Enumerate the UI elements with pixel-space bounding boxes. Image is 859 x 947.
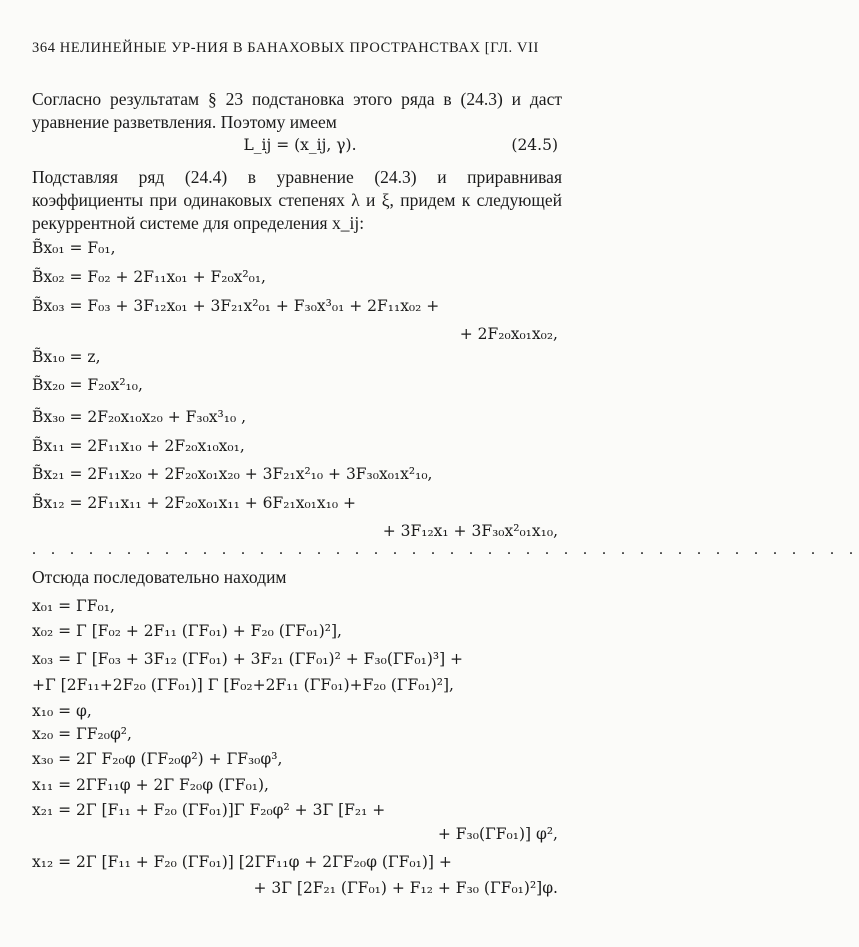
solution-equation: x₁₂ = 2Γ [F₁₁ + F₂₀ (ΓF₀₁)] [2ΓF₁₁φ + 2ΓF₂₀φ (ΓF₀₁)] +	[32, 853, 452, 871]
system-equation: B̃x₂₁ = 2F₁₁x₂₀ + 2F₂₀x₀₁x₂₀ + 3F₂₁x²₁₀ + 3F₃₀x₀₁x²₁₀,	[32, 465, 433, 483]
solution-equation-continuation: + 3Γ [2F₂₁ (ΓF₀₁) + F₁₂ + F₃₀ (ΓF₀₁)²]φ.	[253, 879, 558, 897]
system-equation: B̃x₀₂ = F₀₂ + 2F₁₁x₀₁ + F₂₀x²₀₁,	[32, 268, 266, 286]
system-equation-continuation: + 2F₂₀x₀₁x₀₂,	[459, 325, 558, 343]
formula-24-5: L_ij = (x_ij, γ).	[243, 136, 357, 154]
solution-equation: x₁₀ = φ,	[32, 702, 92, 720]
system-equation: B̃x₁₁ = 2F₁₁x₁₀ + 2F₂₀x₁₀x₀₁,	[32, 437, 245, 455]
solution-equation: x₂₀ = ΓF₂₀φ²,	[32, 725, 132, 743]
solution-equation: x₃₀ = 2Γ F₂₀φ (ΓF₂₀φ²) + ΓF₃₀φ³,	[32, 750, 283, 768]
system-equation: B̃x₃₀ = 2F₂₀x₁₀x₂₀ + F₃₀x³₁₀ ,	[32, 408, 247, 426]
intro-paragraph: Согласно результатам § 23 подстановка этого ряда в (24.3) и даст уравнение разветвления. Поэтому имеем	[32, 89, 562, 132]
paragraph-substitution: Подставляя ряд (24.4) в уравнение (24.3) и приравнивая коэффициенты при одинаковых степенях λ и ξ, придем к следующей рекуррентной системе для определения x_ij:	[32, 167, 562, 233]
ellipsis-row: . . . . . . . . . . . . . . . . . . . . . . . . . . . . . . . . . . . . . . . . . . . .	[32, 541, 859, 558]
solution-equation: x₀₂ = Γ [F₀₂ + 2F₁₁ (ΓF₀₁) + F₂₀ (ΓF₀₁)²],	[32, 622, 342, 640]
running-header: 364 НЕЛИНЕЙНЫЕ УР-НИЯ В БАНАХОВЫХ ПРОСТРАНСТВАХ [ГЛ. VII	[32, 40, 539, 56]
system-equation: B̃x₂₀ = F₂₀x²₁₀,	[32, 376, 143, 394]
equation-number: (24.5)	[511, 136, 558, 154]
solution-equation: x₀₁ = ΓF₀₁,	[32, 597, 115, 615]
system-equation: B̃x₀₁ = F₀₁,	[32, 239, 116, 257]
transition-paragraph: Отсюда последовательно находим	[32, 567, 287, 587]
solution-equation-continuation: + F₃₀(ΓF₀₁)] φ²,	[437, 825, 558, 843]
solution-equation: x₂₁ = 2Γ [F₁₁ + F₂₀ (ΓF₀₁)]Γ F₂₀φ² + 3Γ [F₂₁ +	[32, 801, 386, 819]
system-equation: B̃x₁₂ = 2F₁₁x₁₁ + 2F₂₀x₀₁x₁₁ + 6F₂₁x₀₁x₁₀ +	[32, 494, 356, 512]
system-equation: B̃x₁₀ = z,	[32, 348, 101, 366]
solution-equation: +Γ [2F₁₁+2F₂₀ (ΓF₀₁)] Γ [F₀₂+2F₁₁ (ΓF₀₁)+F₂₀ (ΓF₀₁)²],	[32, 676, 454, 694]
system-equation: B̃x₀₃ = F₀₃ + 3F₁₂x₀₁ + 3F₂₁x²₀₁ + F₃₀x³₀₁ + 2F₁₁x₀₂ +	[32, 297, 440, 315]
system-equation-continuation: + 3F₁₂x₁ + 3F₃₀x²₀₁x₁₀,	[382, 522, 558, 540]
solution-equation: x₀₃ = Γ [F₀₃ + 3F₁₂ (ΓF₀₁) + 3F₂₁ (ΓF₀₁)² + F₃₀(ΓF₀₁)³] +	[32, 650, 464, 668]
solution-equation: x₁₁ = 2ΓF₁₁φ + 2Γ F₂₀φ (ΓF₀₁),	[32, 776, 269, 794]
